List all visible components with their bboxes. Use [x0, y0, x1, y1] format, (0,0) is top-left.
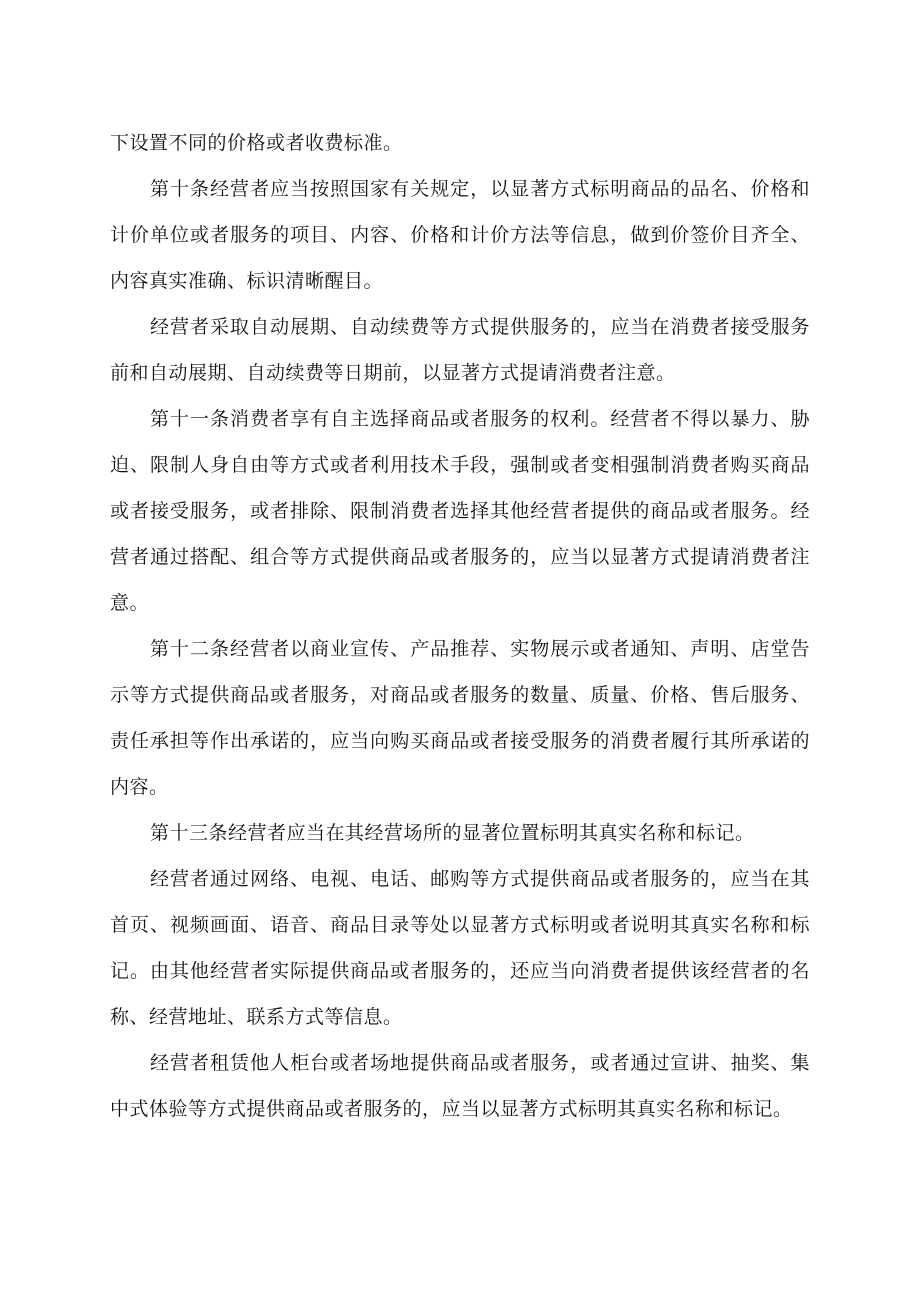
paragraph-article-12: 第十二条经营者以商业宣传、产品推荐、实物展示或者通知、声明、店堂告示等方式提供商品或者服务，对商品或者服务的数量、质量、价格、售后服务、责任承担等作出承诺的，应当向购买商品或者接受服务的消费者履行其所承诺的内容。 [110, 638, 810, 798]
paragraph-continuation: 下设置不同的价格或者收费标准。 [110, 132, 403, 154]
paragraph-rented-counter: 经营者租赁他人柜台或者场地提供商品或者服务，或者通过宣讲、抽奖、集中式体验等方式提供商品或者服务的，应当以显著方式标明其真实名称和标记。 [110, 1052, 810, 1120]
paragraph-article-10: 第十条经营者应当按照国家有关规定，以显著方式标明商品的品名、价格和计价单位或者服务的项目、内容、价格和计价方法等信息，做到价签价目齐全、内容真实准确、标识清晰醒目。 [110, 178, 810, 292]
paragraph-article-11: 第十一条消费者享有自主选择商品或者服务的权利。经营者不得以暴力、胁迫、限制人身自由等方式或者利用技术手段，强制或者变相强制消费者购买商品或者接受服务，或者排除、限制消费者选择其他经营者提供的商品或者服务。经营者通过搭配、组合等方式提供商品或者服务的，应当以显著方式提请消费者注意。 [110, 408, 810, 614]
paragraph-article-13: 第十三条经营者应当在其经营场所的显著位置标明其真实名称和标记。 [150, 822, 755, 844]
paragraph-auto-renewal: 经营者采取自动展期、自动续费等方式提供服务的，应当在消费者接受服务前和自动展期、自动续费等日期前，以显著方式提请消费者注意。 [110, 316, 810, 384]
paragraph-online-identification: 经营者通过网络、电视、电话、邮购等方式提供商品或者服务的，应当在其首页、视频画面、语音、商品目录等处以显著方式标明或者说明其真实名称和标记。由其他经营者实际提供商品或者服务的，还应当向消费者提供该经营者的名称、经营地址、联系方式等信息。 [110, 868, 810, 1028]
